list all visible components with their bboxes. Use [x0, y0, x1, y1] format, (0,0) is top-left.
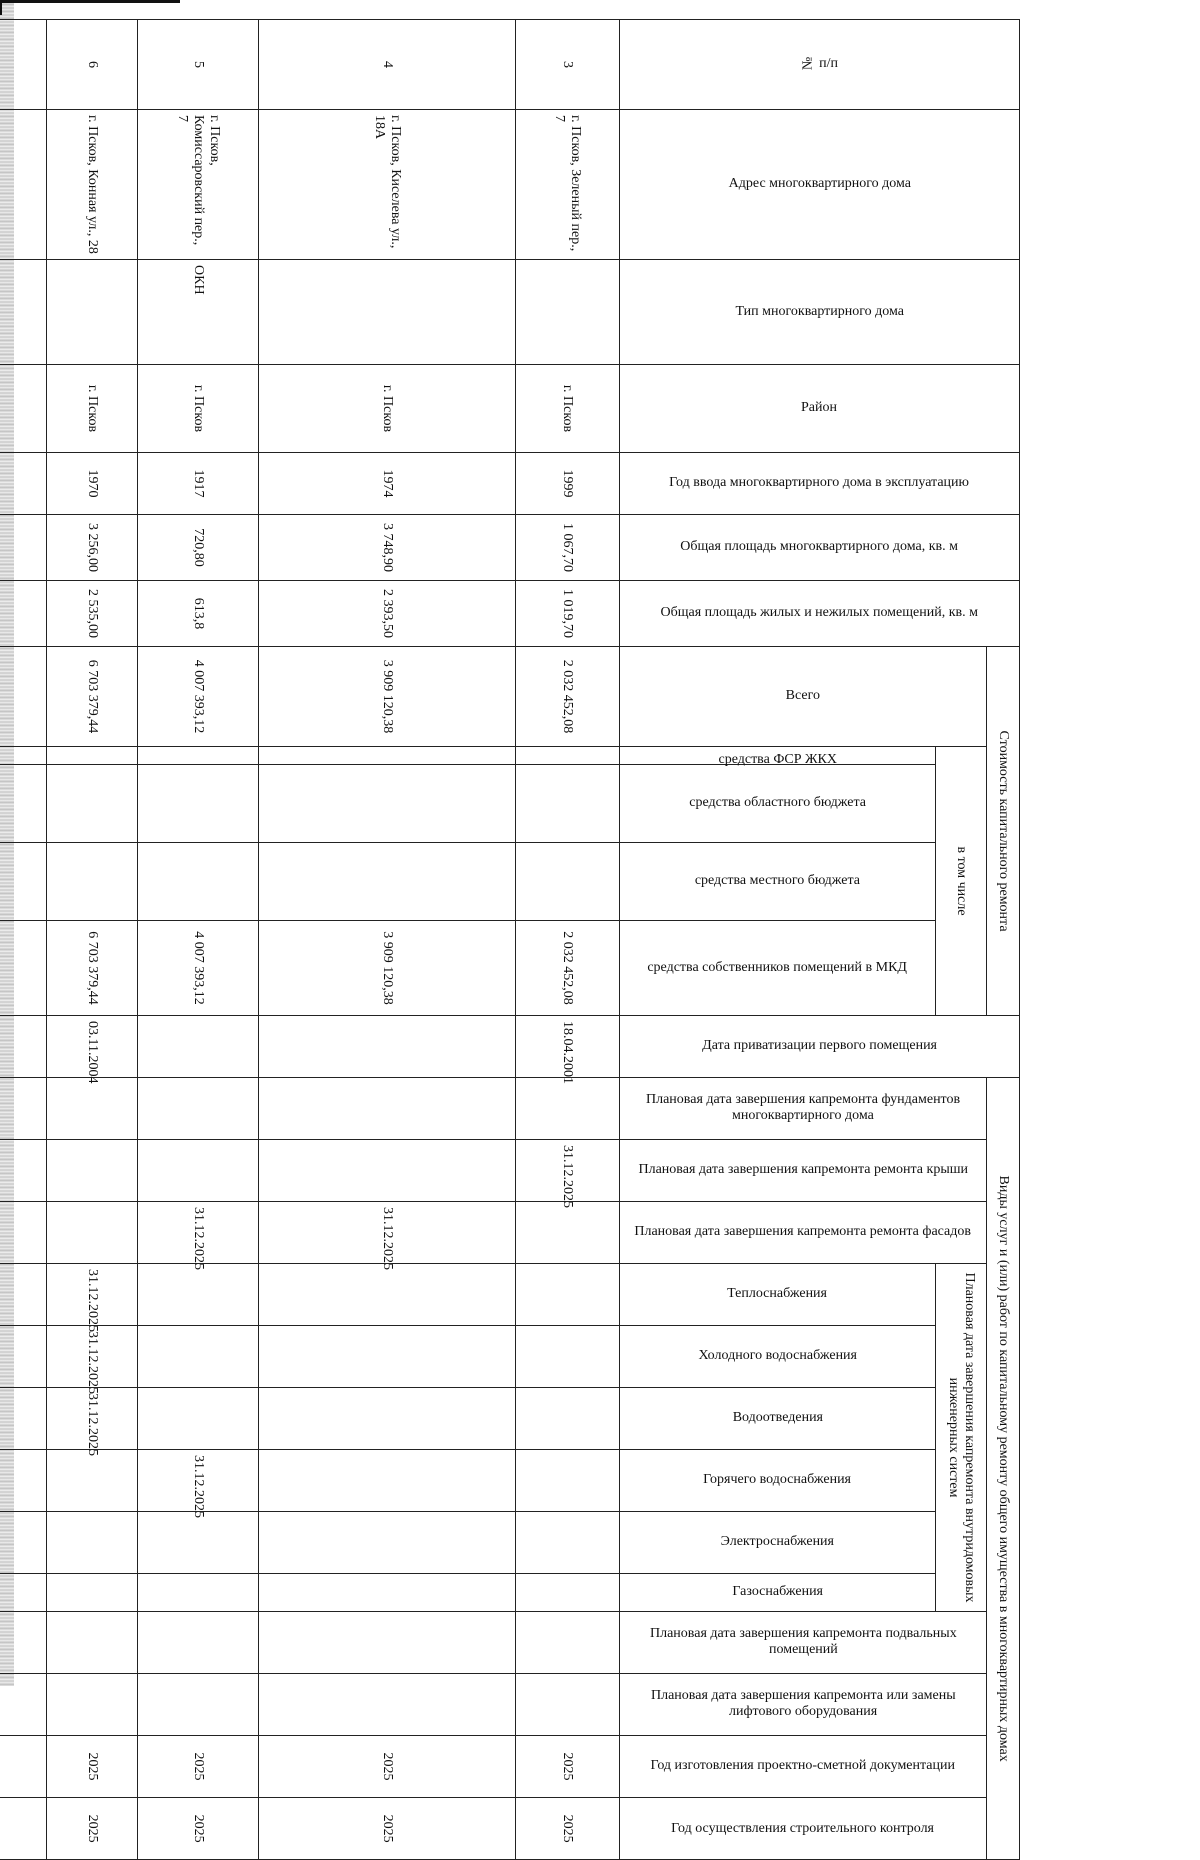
cell-design: [0, 1736, 47, 1798]
cell-regional: [258, 765, 515, 843]
cell-foundation: [0, 1078, 47, 1140]
cell-roof: 31.12.2025: [515, 1140, 619, 1202]
cell-district: г. Псков: [47, 365, 138, 453]
cell-foundation: [47, 1078, 138, 1140]
header-local: средства местного бюджета: [620, 843, 936, 921]
cell-year: 1999: [515, 453, 619, 515]
cell-sewer: [138, 1388, 258, 1450]
header-heat: Теплоснабжения: [620, 1264, 936, 1326]
cell-regional: [0, 765, 47, 843]
cell-heat: [0, 1264, 47, 1326]
header-cost-group: Стоимость капитального ремонта: [987, 647, 1020, 1016]
header-district: Район: [620, 365, 1020, 453]
repair-register-table: [0, 19, 1020, 1860]
header-type: Тип многоквартирного дома: [620, 260, 1020, 365]
cell-year: 1974: [258, 453, 515, 515]
cell-privat: [258, 1016, 515, 1078]
cell-num: 4: [258, 20, 515, 110]
cell-owners: 4 007 393,12: [138, 921, 258, 1016]
cell-premises-area: 2 535,00: [47, 581, 138, 647]
cell-hot: [258, 1450, 515, 1512]
header-sewer: Водоотведения: [620, 1388, 936, 1450]
cell-lift: [47, 1674, 138, 1736]
cell-heat: [515, 1264, 619, 1326]
cell-cold: [138, 1326, 258, 1388]
cell-owners: 6 703 379,44: [47, 921, 138, 1016]
cell-fund: [138, 747, 258, 765]
cell-design: 2025: [138, 1736, 258, 1798]
header-basement: Плановая дата завершения капремонта подвальных помещений: [620, 1612, 987, 1674]
header-roof: Плановая дата завершения капремонта ремонта крыши: [620, 1140, 987, 1202]
table-row: [258, 20, 515, 1860]
table-row: [515, 20, 619, 1860]
cell-hot: 31.12.2025: [138, 1450, 258, 1512]
cell-year: 1970: [47, 453, 138, 515]
cell-type: [0, 260, 47, 365]
cell-cold: [515, 1326, 619, 1388]
cell-design: 2025: [515, 1736, 619, 1798]
cell-control: 2025: [258, 1798, 515, 1860]
cell-roof: [47, 1140, 138, 1202]
table-row: [138, 20, 258, 1860]
cell-fund: [0, 747, 47, 765]
cell-fund: [258, 747, 515, 765]
header-control-year: Год осуществления строительного контроля: [620, 1798, 987, 1860]
cell-num: 3: [515, 20, 619, 110]
cell-gas: [47, 1574, 138, 1612]
cell-address: г. Псков, Зеленый пер., 7: [515, 110, 619, 260]
cell-local: [515, 843, 619, 921]
header-regional: средства областного бюджета: [620, 765, 936, 843]
cell-gas: [258, 1574, 515, 1612]
cell-cost-total: 2 032 452,08: [515, 647, 619, 747]
cell-control: [0, 1798, 47, 1860]
cell-regional: [515, 765, 619, 843]
cell-local: [258, 843, 515, 921]
header-total-area: Общая площадь многоквартирного дома, кв. м: [620, 515, 1020, 581]
cell-sewer: 31.12.2025: [47, 1388, 138, 1450]
cell-district: г. Псков: [515, 365, 619, 453]
cell-address: г. Псков, Киселева ул., 18А: [258, 110, 515, 260]
cell-control: 2025: [515, 1798, 619, 1860]
cell-basement: [515, 1612, 619, 1674]
cell-premises-area: 1 019,70: [515, 581, 619, 647]
cell-basement: [138, 1612, 258, 1674]
cell-hot: [47, 1450, 138, 1512]
cell-privat: [138, 1016, 258, 1078]
cell-control: 2025: [47, 1798, 138, 1860]
cell-hot: [515, 1450, 619, 1512]
cell-type: [515, 260, 619, 365]
cell-year: 1917: [138, 453, 258, 515]
header-electric: Электроснабжения: [620, 1512, 936, 1574]
scan-artifact: [0, 3, 2, 15]
cell-sewer: [515, 1388, 619, 1450]
cell-fund: [47, 747, 138, 765]
cell-type: [47, 260, 138, 365]
cell-sewer: [258, 1388, 515, 1450]
cell-roof: [138, 1140, 258, 1202]
cell-total-area: 1 067,70: [515, 515, 619, 581]
header-cold: Холодного водоснабжения: [620, 1326, 936, 1388]
header-facade: Плановая дата завершения капремонта ремонта фасадов: [620, 1202, 987, 1264]
cell-total-area: 3 748,90: [258, 515, 515, 581]
cell-num: 5: [138, 20, 258, 110]
cell-address: [0, 110, 47, 260]
cell-electric: [138, 1512, 258, 1574]
cell-local: [138, 843, 258, 921]
cell-cost-total: 4 007 393,12: [138, 647, 258, 747]
cell-privat: [0, 1016, 47, 1078]
cell-total-area: 3 256,00: [47, 515, 138, 581]
cell-cost-total: [0, 647, 47, 747]
header-owners: средства собственников помещений в МКД: [620, 921, 936, 1016]
table-body: [0, 20, 620, 1860]
cell-lift: [0, 1674, 47, 1736]
cell-design: 2025: [47, 1736, 138, 1798]
header-year-built: Год ввода многоквартирного дома в эксплуатацию: [620, 453, 1020, 515]
header-hot: Горячего водоснабжения: [620, 1450, 936, 1512]
cell-address: г. Псков, Комиссаровский пер., 7: [138, 110, 258, 260]
cell-heat: [138, 1264, 258, 1326]
cell-fund: [515, 747, 619, 765]
cell-total-area: [0, 515, 47, 581]
cell-hot: [0, 1450, 47, 1512]
cell-electric: [47, 1512, 138, 1574]
cell-lift: [515, 1674, 619, 1736]
cell-owners: [0, 921, 47, 1016]
cell-num: [0, 20, 47, 110]
table-row: [0, 20, 47, 1860]
cell-num: 6: [47, 20, 138, 110]
cell-premises-area: 2 393,50: [258, 581, 515, 647]
header-including: в том числе: [936, 747, 987, 1016]
cell-privat: 03.11.2004: [47, 1016, 138, 1078]
header-privatization-date: Дата приватизации первого помещения: [620, 1016, 1020, 1078]
cell-local: [47, 843, 138, 921]
header-design-year: Год изготовления проектно-сметной документации: [620, 1736, 987, 1798]
header-fund: средства ФСР ЖКХ: [620, 747, 936, 765]
header-num: № п/п: [620, 20, 1020, 110]
scan-artifact: [0, 0, 180, 3]
cell-facade: 31.12.2025: [138, 1202, 258, 1264]
cell-roof: [0, 1140, 47, 1202]
header-gas: Газоснабжения: [620, 1574, 936, 1612]
cell-control: 2025: [138, 1798, 258, 1860]
cell-lift: [258, 1674, 515, 1736]
cell-facade: [0, 1202, 47, 1264]
cell-district: г. Псков: [138, 365, 258, 453]
cell-facade: [515, 1202, 619, 1264]
cell-gas: [515, 1574, 619, 1612]
cell-lift: [138, 1674, 258, 1736]
cell-foundation: [258, 1078, 515, 1140]
cell-gas: [0, 1574, 47, 1612]
header-engineering-group: Плановая дата завершения капремонта внутридомовых инженерных систем: [936, 1264, 987, 1612]
table-row: [47, 20, 138, 1860]
cell-foundation: [138, 1078, 258, 1140]
cell-total-area: 720,80: [138, 515, 258, 581]
cell-district: г. Псков: [258, 365, 515, 453]
cell-foundation: [515, 1078, 619, 1140]
cell-year: [0, 453, 47, 515]
cell-privat: 18.04.2001: [515, 1016, 619, 1078]
cell-basement: [47, 1612, 138, 1674]
cell-owners: 2 032 452,08: [515, 921, 619, 1016]
cell-cost-total: 6 703 379,44: [47, 647, 138, 747]
cell-cost-total: 3 909 120,38: [258, 647, 515, 747]
cell-electric: [0, 1512, 47, 1574]
cell-heat: 31.12.2025: [47, 1264, 138, 1326]
cell-cold: 31.12.2025: [47, 1326, 138, 1388]
cell-district: [0, 365, 47, 453]
cell-local: [0, 843, 47, 921]
cell-roof: [258, 1140, 515, 1202]
cell-cold: [258, 1326, 515, 1388]
cell-owners: 3 909 120,38: [258, 921, 515, 1016]
document-page: [0, 19, 1020, 1843]
cell-facade: 31.12.2025: [258, 1202, 515, 1264]
cell-gas: [138, 1574, 258, 1612]
cell-basement: [258, 1612, 515, 1674]
header-address: Адрес многоквартирного дома: [620, 110, 1020, 260]
cell-basement: [0, 1612, 47, 1674]
cell-facade: [47, 1202, 138, 1264]
cell-cold: [0, 1326, 47, 1388]
cell-premises-area: [0, 581, 47, 647]
cell-electric: [258, 1512, 515, 1574]
cell-type: ОКН: [138, 260, 258, 365]
header-foundation: Плановая дата завершения капремонта фундаментов многоквартирного дома: [620, 1078, 987, 1140]
cell-regional: [47, 765, 138, 843]
cell-design: 2025: [258, 1736, 515, 1798]
cell-premises-area: 613,8: [138, 581, 258, 647]
header-cost-total: Всего: [620, 647, 987, 747]
header-lift: Плановая дата завершения капремонта или замены лифтового оборудования: [620, 1674, 987, 1736]
cell-address: г. Псков, Конная ул., 28: [47, 110, 138, 260]
cell-electric: [515, 1512, 619, 1574]
cell-type: [258, 260, 515, 365]
header-works-group: Виды услуг и (или) работ по капитальному ремонту общего имущества в многоквартирных домах: [987, 1078, 1020, 1860]
header-premises-area: Общая площадь жилых и нежилых помещений, кв. м: [620, 581, 1020, 647]
cell-heat: [258, 1264, 515, 1326]
cell-sewer: [0, 1388, 47, 1450]
cell-regional: [138, 765, 258, 843]
